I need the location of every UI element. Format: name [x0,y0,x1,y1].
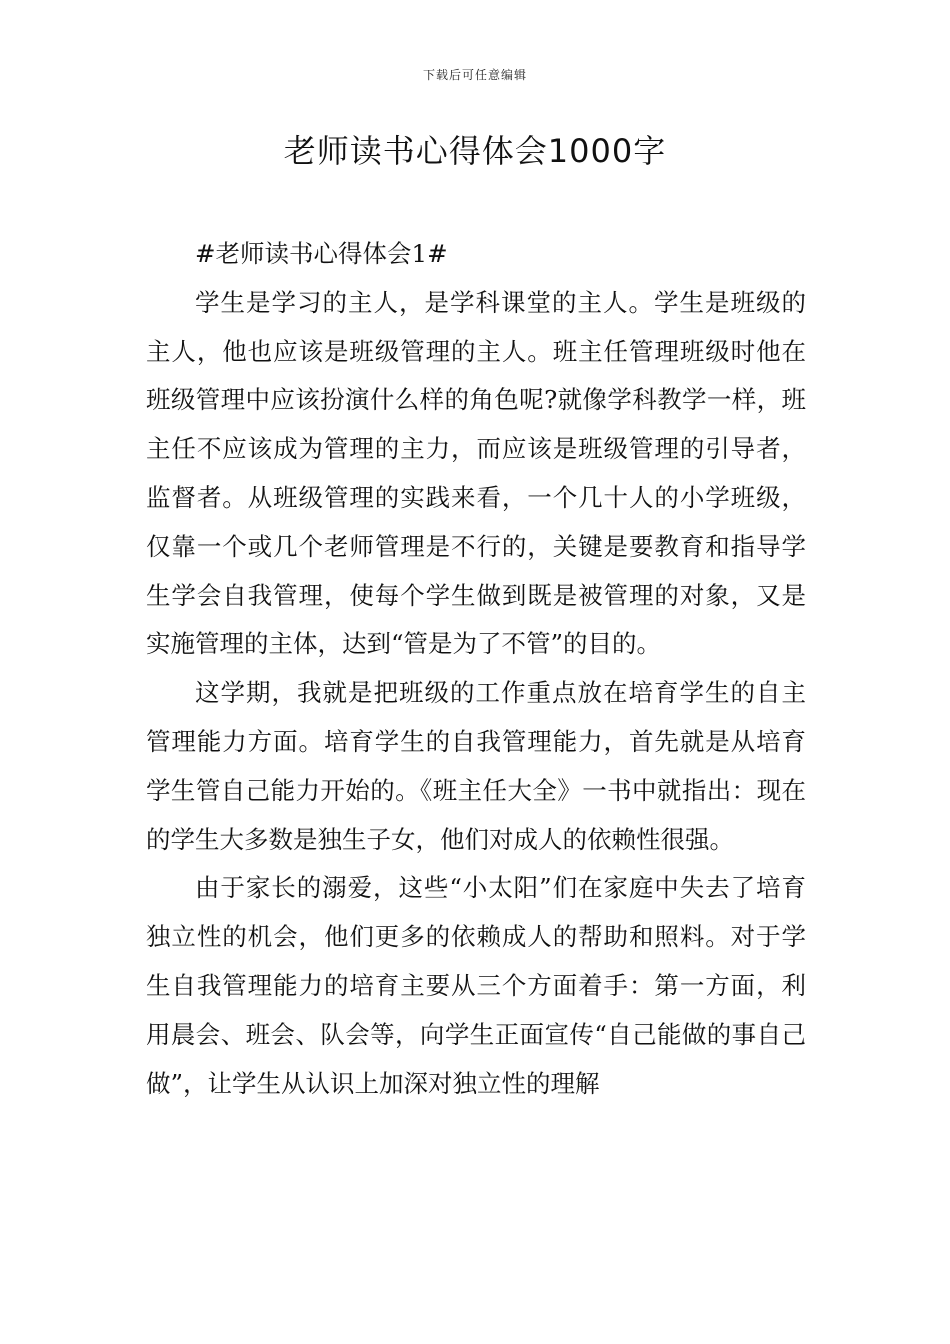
document-body [146,230,806,1108]
paragraph-1: 学生是学习的主人，是学科课堂的主人。学生是班级的主人，他也应该是班级管理的主人。班主任管理班级时他在班级管理中应该扮演什么样的角色呢?就像学科教学一样，班主任不应该成为管理的主力，而应该是班级管理的引导者，监督者。从班级管理的实践来看，一个几十人的小学班级，仅靠一个或几个老师管理是不行的，关键是要教育和指导学生学会自我管理，使每个学生做到既是被管理的对象，又是实施管理的主体，达到“管是为了不管”的目的。 [146,287,806,659]
header-note: 下载后可任意编辑 [422,68,527,82]
section-heading: #老师读书心得体会1# [195,239,448,268]
paragraph-3: 由于家长的溺爱，这些“小太阳”们在家庭中失去了培育独立性的机会，他们更多的依赖成人的帮助和照料。对于学生自我管理能力的培育主要从三个方面着手：第一方面，利用晨会、班会、队会等，向学生正面宣传“自己能做的事自己做”，让学生从认识上加深对独立性的理解 [146,873,806,1098]
document-title: 老师读书心得体会1000字 [283,132,667,170]
paragraph-2: 这学期，我就是把班级的工作重点放在培育学生的自主管理能力方面。培育学生的自我管理能力，首先就是从培育学生管自己能力开始的。《班主任大全》一书中就指出：现在的学生大多数是独生子女，他们对成人的依赖性很强。 [146,678,806,854]
